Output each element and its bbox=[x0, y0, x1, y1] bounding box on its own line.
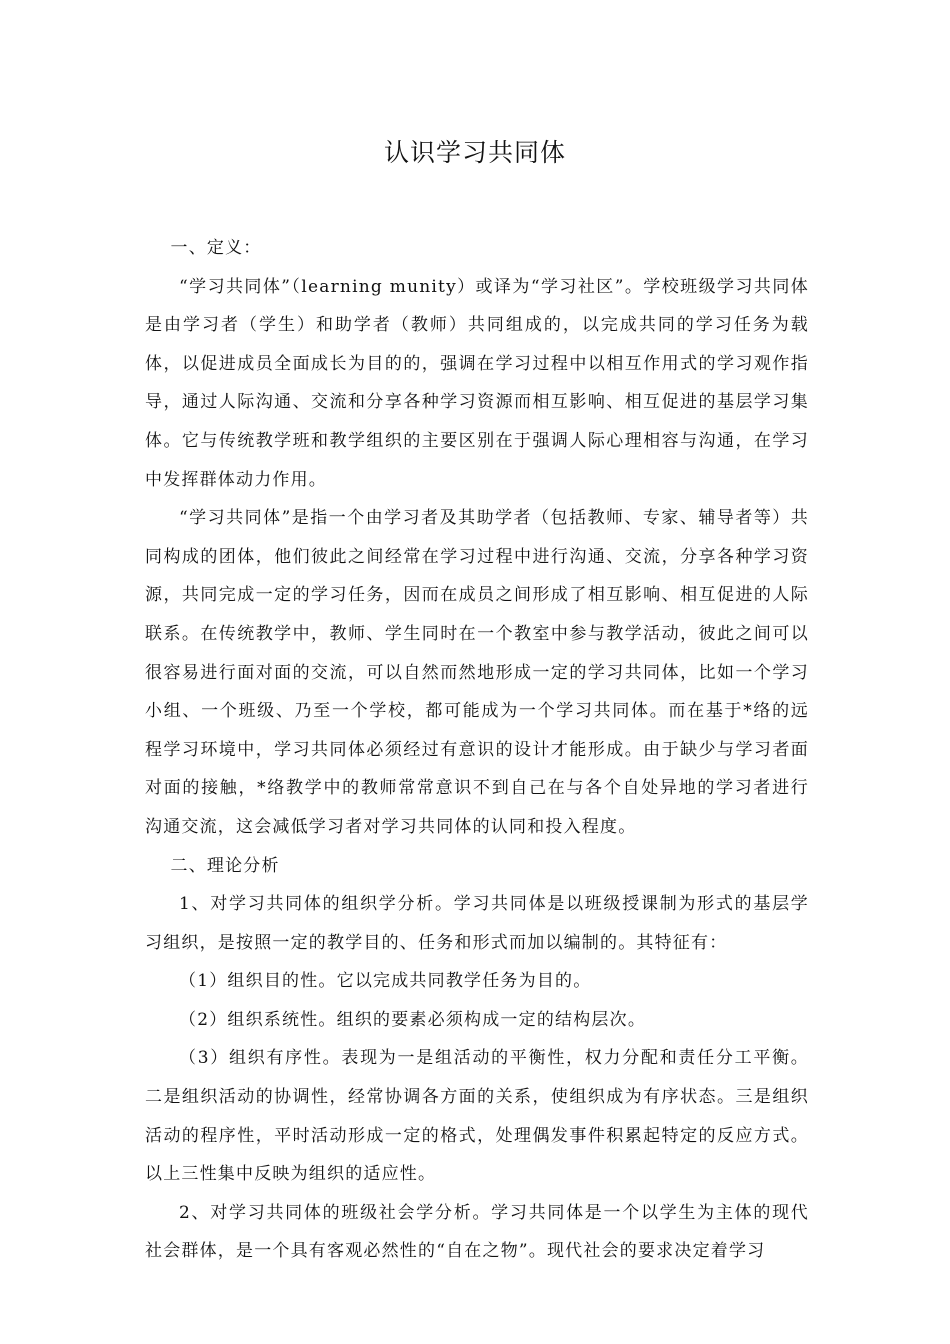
paragraph-sociology-analysis: 2、对学习共同体的班级社会学分析。学习共同体是一个以学生为主体的现代社会群体，是一个具有客观必然性的“自在之物”。现代社会的要求决定着学习 bbox=[145, 1202, 809, 1262]
document-title: 认识学习共同体 bbox=[383, 138, 566, 167]
list-item-purpose: （1）组织目的性。它以完成共同教学任务为目的。 bbox=[179, 971, 592, 992]
list-item-system: （2）组织系统性。组织的要素必须构成一定的结构层次。 bbox=[179, 1009, 647, 1030]
section-heading-definition: 一、定义： bbox=[170, 238, 262, 258]
paragraph-definition-1: “学习共同体”（learning munity）或译为“学习社区”。学校班级学习共同体是由学习者（学生）和助学者（教师）共同组成的，以完成共同的学习任务为载体，以促进成员全面成长为目的的，强调在学习过程中以相互作用式的学习观作指导，通过人际沟通、交流和分享各种学习资源而相互影响、相互促进的基层学习集体。它与传统教学班和教学组织的主要区别在于强调人际心理相容与沟通，在学习中发挥群体动力作用。 bbox=[145, 276, 809, 490]
paragraph-organization-analysis: 1、对学习共同体的组织学分析。学习共同体是以班级授课制为形式的基层学习组织，是按照一定的教学目的、任务和形式而加以编制的。其特征有： bbox=[145, 894, 809, 953]
paragraph-definition-2: “学习共同体”是指一个由学习者及其助学者（包括教师、专家、辅导者等）共同构成的团体，他们彼此之间经常在学习过程中进行沟通、交流，分享各种学习资源，共同完成一定的学习任务，因而在成员之间形成了相互影响、相互促进的人际联系。在传统教学中，教师、学生同时在一个教室中参与教学活动，彼此之间可以很容易进行面对面的交流，可以自然而然地形成一定的学习共同体，比如一个学习小组、一个班级、乃至一个学校，都可能成为一个学习共同体。而在基于*络的远程学习环境中，学习共同体必须经过有意识的设计才能形成。由于缺少与学习者面对面的接触，*络教学中的教师常常意识不到自己在与各个自处异地的学习者进行沟通交流，这会减低学习者对学习共同体的认同和投入程度。 bbox=[145, 508, 809, 837]
list-item-order: （3）组织有序性。表现为一是组活动的平衡性，权力分配和责任分工平衡。二是组织活动的协调性，经常协调各方面的关系，使组织成为有序状态。三是组织活动的程序性，平时活动形成一定的格式，处理偶发事件积累起特定的反应方式。以上三性集中反映为组织的适应性。 bbox=[145, 1048, 809, 1185]
section-heading-theory: 二、理论分析 bbox=[170, 855, 280, 876]
document-body bbox=[145, 229, 809, 1271]
